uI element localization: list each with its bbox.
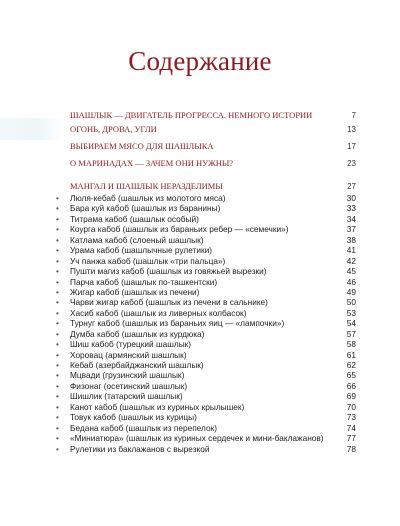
toc-item[interactable]	[56, 370, 356, 381]
toc-item[interactable]	[56, 360, 356, 370]
toc-item-page: 49	[346, 286, 356, 297]
toc-item-page: 53	[346, 307, 356, 318]
toc-section-title: ШАШЛЫК — ДВИГАТЕЛЬ ПРОГРЕССА. НЕМНОГО ИСТОРИИ	[70, 110, 313, 120]
bullet-icon: •	[56, 349, 59, 360]
toc-item[interactable]	[56, 401, 356, 412]
toc-item-page: 50	[346, 297, 356, 308]
bullet-icon: •	[56, 318, 59, 329]
toc-item-title: Урама кабоб (шашлычные рулетики)	[70, 245, 213, 256]
bullet-icon: •	[56, 443, 59, 454]
bullet-icon: •	[56, 276, 59, 287]
toc-item-title: Рулетики из баклажанов с вырезкой	[70, 443, 210, 454]
bullet-icon: •	[56, 297, 59, 308]
toc-item[interactable]	[56, 203, 356, 214]
toc-item[interactable]	[56, 213, 356, 224]
toc-item-page: 37	[346, 224, 356, 235]
toc-item[interactable]	[56, 433, 356, 444]
toc-item-title: Шишлик (татарский шашлык)	[70, 391, 183, 402]
bullet-icon: •	[56, 412, 59, 423]
toc-item-title: Шиш кабоб (турецкий шашлык)	[70, 339, 192, 350]
bullet-icon: •	[56, 266, 59, 277]
toc-item[interactable]	[56, 234, 356, 245]
toc-item[interactable]	[56, 286, 356, 297]
toc-item-title: Мцвади (грузинский шашлык)	[70, 370, 185, 381]
bullet-icon: •	[56, 433, 59, 444]
page-title: Содержание	[128, 46, 272, 76]
toc-item-page: 69	[346, 391, 356, 402]
toc-item[interactable]	[56, 307, 356, 318]
toc-item-title: Канот кабоб (шашлык из куриных крылышек)	[70, 401, 245, 412]
toc-item-title: Хасиб кабоб (шашлык из ливерных колбасок)	[70, 307, 247, 318]
toc-item[interactable]	[56, 193, 356, 203]
toc-section-page: 23	[347, 159, 356, 168]
toc-item-title: Пушти магиз кабоб (шашлык из говяжьей вырезки)	[70, 266, 267, 277]
bullet-icon: •	[56, 370, 59, 381]
toc-item[interactable]	[56, 266, 356, 277]
toc-item[interactable]	[56, 391, 356, 402]
toc-item-page: 45	[346, 266, 356, 277]
toc-item[interactable]	[56, 328, 356, 339]
toc-section-title: О МАРИНАДАХ — ЗАЧЕМ ОНИ НУЖНЫ?	[70, 158, 234, 168]
toc-item-page: 73	[346, 412, 356, 423]
toc-item-page: 74	[346, 422, 356, 433]
toc-item-page: 58	[346, 339, 356, 350]
toc-item[interactable]	[56, 245, 356, 256]
bullet-icon: •	[56, 234, 59, 245]
toc-item-title: Титрама кабоб (шашлык особый)	[70, 213, 199, 224]
toc-item[interactable]	[56, 443, 356, 454]
page-edge-artifact	[0, 118, 64, 140]
toc-item[interactable]	[56, 255, 356, 266]
toc-item-page: 61	[346, 349, 356, 360]
toc-item[interactable]	[56, 349, 356, 360]
toc-item[interactable]	[56, 422, 356, 433]
toc-section-page: 17	[347, 142, 356, 151]
toc-item-title: «Миниатюра» (шашлык из куриных сердечек и мини-баклажанов)	[70, 433, 324, 444]
toc-item-title: Уч панжа кабоб (шашлык «три пальца»)	[70, 255, 226, 266]
toc-item-title: Жигар кабоб (шашлык из печени)	[70, 286, 200, 297]
bullet-icon: •	[56, 203, 59, 214]
toc-item-title: Думба кабоб (шашлык из курдюка)	[70, 328, 205, 339]
table-of-contents	[56, 110, 356, 454]
toc-section-page: 27	[347, 182, 356, 191]
toc-item-title: Физонаг (осетинский шашлык)	[70, 380, 188, 391]
bullet-icon: •	[56, 245, 59, 256]
toc-item-page: 77	[346, 433, 356, 444]
toc-item[interactable]	[56, 276, 356, 287]
toc-item[interactable]	[56, 318, 356, 329]
bullet-icon: •	[56, 401, 59, 412]
bullet-icon: •	[56, 380, 59, 391]
toc-item-page: 46	[346, 276, 356, 287]
toc-item-page: 41	[346, 245, 356, 256]
bullet-icon: •	[56, 422, 59, 433]
toc-item-page: 42	[346, 255, 356, 266]
toc-section[interactable]	[70, 158, 356, 169]
toc-item-page: 57	[346, 328, 356, 339]
toc-item[interactable]	[56, 412, 356, 423]
toc-item[interactable]	[56, 224, 356, 235]
toc-item-title: Кебаб (азербайджанский шашлык)	[70, 360, 204, 370]
toc-item-title: Люля-кебаб (шашлык из молотого мяса)	[70, 193, 226, 203]
toc-item-page: 66	[346, 380, 356, 391]
toc-section[interactable]	[70, 110, 356, 121]
toc-item[interactable]	[56, 380, 356, 391]
toc-section[interactable]	[70, 124, 356, 135]
toc-item-page: 65	[346, 370, 356, 381]
bullet-icon: •	[56, 255, 59, 266]
toc-item-page: 38	[346, 234, 356, 245]
toc-item-title: Бедана кабоб (шашлык из перепелок)	[70, 422, 217, 433]
bullet-icon: •	[56, 328, 59, 339]
toc-section-title: МАНГАЛ И ШАШЛЫК НЕРАЗДЕЛИМЫ	[70, 181, 223, 191]
toc-item-title: Парча кабоб (шашлык по-ташкентски)	[70, 276, 218, 287]
toc-item-title: Бара куй кабоб (шашлык из баранины)	[70, 203, 221, 214]
toc-item-page: 62	[346, 360, 356, 370]
toc-item-title: Чарви жигар кабоб (шашлык из печени в сальнике)	[70, 297, 268, 308]
bullet-icon: •	[56, 391, 59, 402]
bullet-icon: •	[56, 213, 59, 224]
toc-item[interactable]	[56, 339, 356, 350]
toc-item-title: Товук кабоб (шашлык из курицы)	[70, 412, 197, 423]
toc-item-page: 78	[346, 443, 356, 454]
bullet-icon: •	[56, 193, 59, 203]
toc-section[interactable]	[70, 181, 356, 192]
bullet-icon: •	[56, 339, 59, 350]
toc-item-page: 30	[346, 193, 356, 203]
toc-section-title: ОГОНЬ, ДРОВА, УГЛИ	[70, 124, 157, 134]
toc-section[interactable]	[70, 141, 356, 152]
toc-item-title: Турнуг кабоб (шашлык из бараньих яиц — «лампочки»)	[70, 318, 285, 329]
toc-section-page: 7	[351, 111, 356, 120]
bullet-icon: •	[56, 224, 59, 235]
toc-item-title: Катлама кабоб (слоеный шашлык)	[70, 234, 204, 245]
toc-item-page: 54	[346, 318, 356, 329]
toc-section-title: ВЫБИРАЕМ МЯСО ДЛЯ ШАШЛЫКА	[70, 141, 214, 151]
toc-section-page: 13	[347, 125, 356, 134]
toc-item[interactable]	[56, 297, 356, 308]
toc-item-page: 34	[346, 213, 356, 224]
bullet-icon: •	[56, 360, 59, 370]
toc-item-page: 33	[346, 203, 356, 214]
toc-item-page: 70	[346, 401, 356, 412]
bullet-icon: •	[56, 286, 59, 297]
toc-item-title: Коурга кабоб (шашлык из бараньих ребер — «семечки»)	[70, 224, 289, 235]
bullet-icon: •	[56, 307, 59, 318]
toc-item-title: Хоровац (армянский шашлык)	[70, 349, 187, 360]
